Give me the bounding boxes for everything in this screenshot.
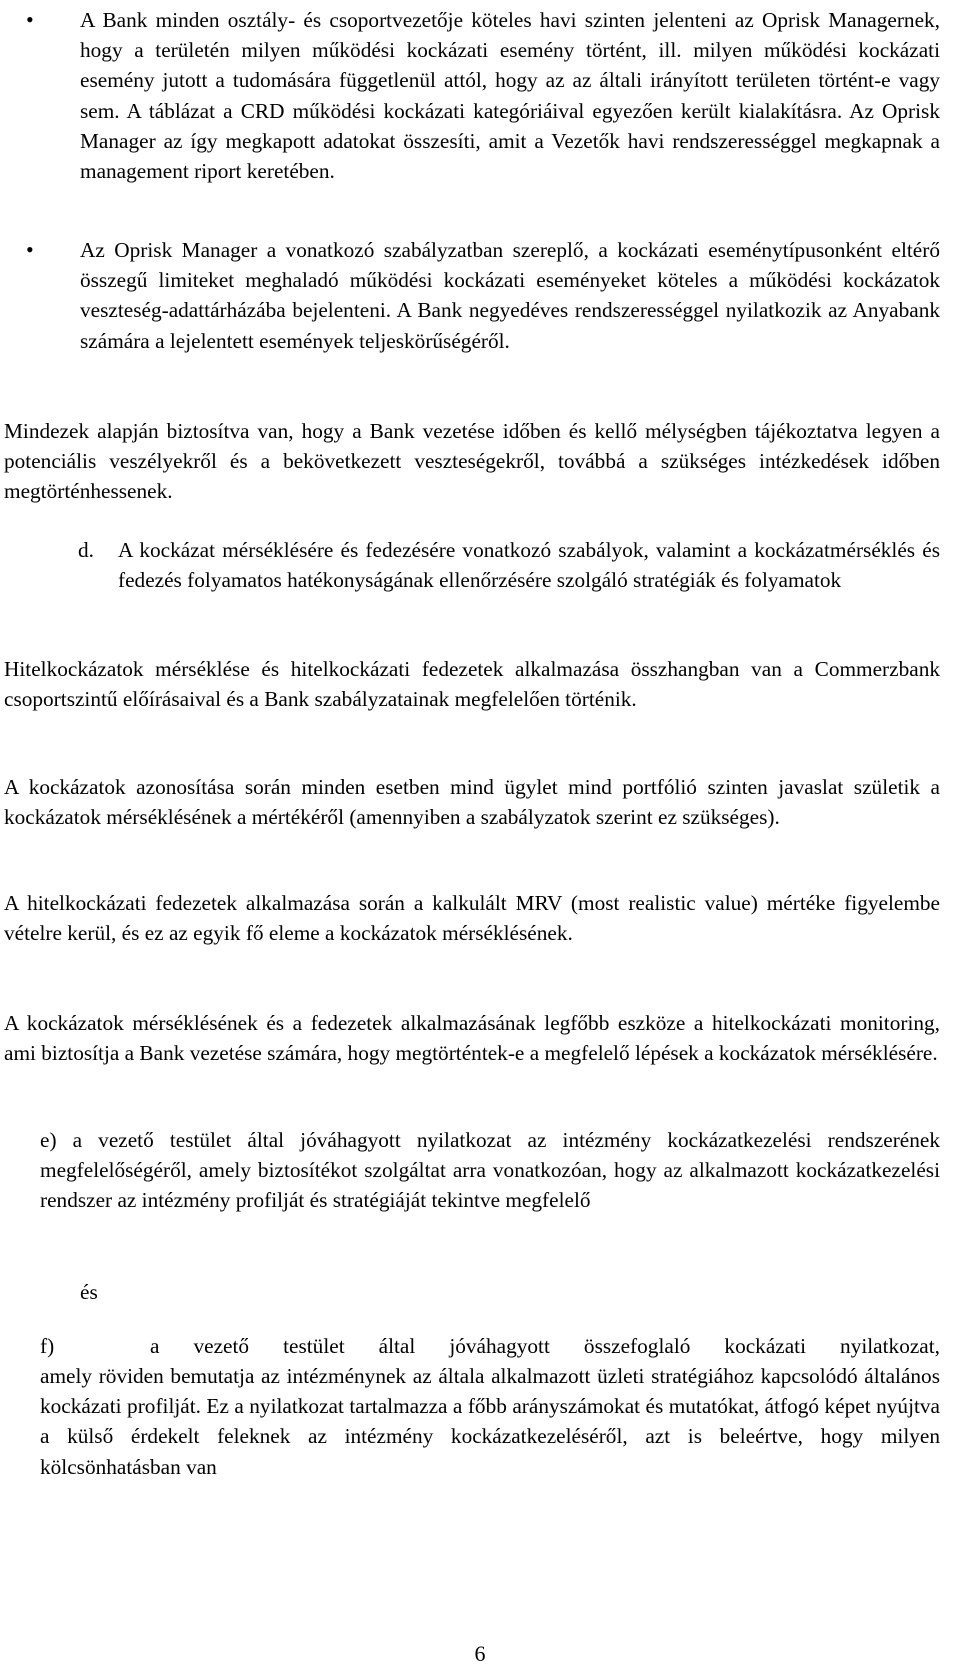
paragraph-mrv: A hitelkockázati fedezetek alkalmazása során a kalkulált MRV (most realistic value) mértéke figyelembe vételre kerül, és ez az egyik fő eleme a kockázatok mérséklésének. [4, 891, 940, 946]
section-d-label: d. [78, 538, 94, 562]
paragraph-monitoring: A kockázatok mérséklésének és a fedezetek alkalmazásának legfőbb eszköze a hitelkockázati monitoring, ami biztosítja a Bank vezetése számára, hogy megtörténtek-e a megfelelő lépések a kockázatok mérséklésére. [4, 1011, 940, 1066]
page-number: 6 [474, 1641, 486, 1666]
connector-text: és [80, 1280, 98, 1304]
bullet-marker: • [26, 7, 34, 32]
section-d-heading: A kockázat mérséklésére és fedezésére vonatkozó szabályok, valamint a kockázatmérséklés és fedezés folyamatos hatékonyságának ellenőrzésére szolgáló stratégiák és folyamatok [118, 538, 940, 593]
section-e-text: e) a vezető testület által jóváhagyott nyilatkozat az intézmény kockázatkezelési rendszerének megfelelőségéről, amely biztosítékot szolgáltat arra vonatkozóan, hogy az alkalmazott kockázatkezelési rendszer az intézmény profilját és stratégiáját tekintve megfelelő [40, 1128, 940, 1213]
paragraph-credit-risk-mitigation: Hitelkockázatok mérséklése és hitelkockázati fedezetek alkalmazása összhangban van a Commerzbank csoportszintű előírásaival és a Bank szabályzatainak megfelelően történik. [4, 657, 940, 712]
section-f-label: f) [40, 1334, 55, 1358]
bullet-item-loss-database: Az Oprisk Manager a vonatkozó szabályzatban szereplő, a kockázati eseménytípusonként eltérő összegű limiteket meghaladó működési kockázati eseményeket köteles a működési kockázatok veszteség-adattárházába bejelenteni. A Bank negyedéves rendszerességgel nyilatkozik az Anyabank számára a lejelentett események teljeskörűségéről. [80, 238, 940, 353]
section-f-first-line: a vezető testület által jóváhagyott összefoglaló kockázati nyilatkozat, [150, 1334, 940, 1358]
section-f-text: amely röviden bemutatja az intézménynek az általa alkalmazott üzleti stratégiához kapcsolódó általános kockázati profilját. Ez a nyilatkozat tartalmazza a főbb arányszámokat és mutatókat, átfogó képet nyújtva a külső érdekelt feleknek az intézmény kockázatkezeléséről, azt is beleértve, hogy milyen kölcsönhatásban van [40, 1364, 940, 1479]
paragraph-risk-identification: A kockázatok azonosítása során minden esetben mind ügylet mind portfólió szinten javaslat születik a kockázatok mérséklésének a mértékéről (amennyiben a szabályzatok szerint ez szükséges). [4, 775, 940, 830]
bullet-item-reporting: A Bank minden osztály- és csoportvezetője köteles havi szinten jelenteni az Oprisk Managernek, hogy a területén milyen működési kockázati esemény történt, ill. milyen működési kockázati esemény jutott a tudomására függetlenül attól, hogy az az általi irányított területen történt-e vagy sem. A táblázat a CRD működési kockázati kategóriáival egyezően került kialakításra. Az Oprisk Manager az így megkapott adatokat összesíti, amit a Vezetők havi rendszerességgel megkapnak a management riport keretében. [80, 8, 940, 184]
bullet-marker: • [26, 237, 34, 262]
paragraph-summary: Mindezek alapján biztosítva van, hogy a Bank vezetése időben és kellő mélységben tájékoztatva legyen a potenciális veszélyekről és a bekövetkezett veszteségekről, továbbá a szükséges intézkedések időben megtörténhessenek. [4, 419, 940, 504]
